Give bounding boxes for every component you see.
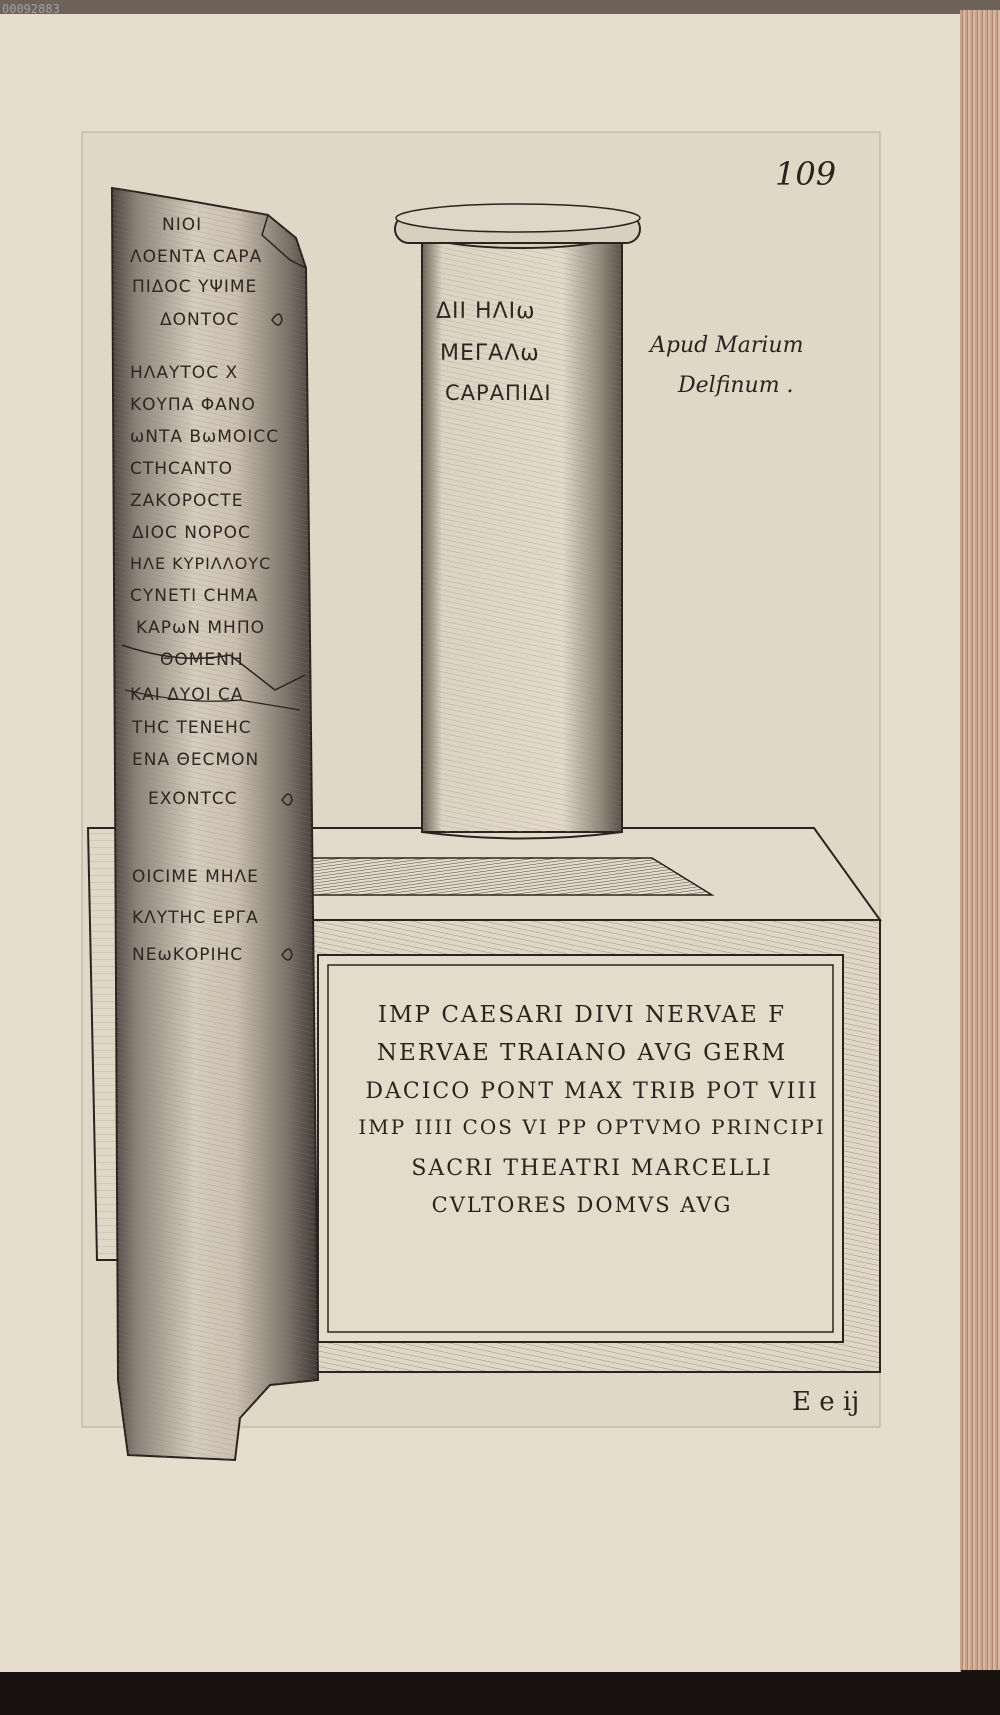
attribution-line-1: Apud Marium bbox=[650, 333, 804, 358]
left-line-9: ΖΑΚΟΡΟCΤΕ bbox=[130, 491, 244, 511]
altar-line-6: CVLTORES DOMVS AVG bbox=[431, 1193, 733, 1217]
left-line-10: ΔΙΟC ΝΟΡΟC bbox=[132, 523, 251, 543]
altar-line-1: IMP CAESARI DIVI NERVAE F bbox=[377, 1002, 787, 1028]
left-line-18: ΕΧΟΝΤCC bbox=[148, 789, 238, 809]
left-line-7: ωΝΤΑ ΒωΜΟΙCC bbox=[130, 427, 280, 447]
altar-line-2: NERVAE TRAIANO AVG GERM bbox=[376, 1040, 788, 1066]
signature-mark: E e ij bbox=[792, 1387, 860, 1417]
left-line-15: ΚΑΙ ΔΥΟΙ CΑ bbox=[130, 685, 244, 705]
left-line-4: ΔΟΝΤΟC bbox=[160, 310, 240, 330]
left-line-19: ΟΙCΙΜΕ ΜΗΛΕ bbox=[132, 867, 259, 887]
column-line-2: ΜΕΓΑΛω bbox=[440, 341, 540, 366]
column-line-1: ΔΙΙ ΗΛΙω bbox=[436, 299, 536, 324]
page-number: 109 bbox=[775, 155, 837, 193]
left-line-3: ΠΙΔΟC ΥΨΙΜΕ bbox=[132, 277, 258, 297]
corner-label: 00092883 bbox=[2, 2, 60, 16]
column-inscription bbox=[436, 299, 552, 405]
altar-line-4: IMP IIII COS VI PP OPTVMO PRINCIPI bbox=[358, 1115, 826, 1139]
altar-line-3: DACICO PONT MAX TRIB POT VIII bbox=[365, 1079, 819, 1104]
left-line-1: NIOI bbox=[162, 215, 203, 235]
left-line-20: ΚΛΥΤΗC ΕΡΓΑ bbox=[132, 908, 259, 928]
left-line-2: ΛΟΕΝΤΑ CΑΡΑ bbox=[130, 247, 263, 267]
left-line-11: ΗΛΕ ΚΥΡΙΛΛΟΥC bbox=[130, 554, 272, 573]
left-line-17: ΕΝΑ ΘΕCΜΟΝ bbox=[132, 750, 260, 770]
left-line-16: ΤΗC ΤΕΝΕΗC bbox=[132, 718, 252, 738]
left-line-8: CΤΗCΑΝΤΟ bbox=[130, 459, 234, 479]
left-line-13: ΚΑΡωΝ ΜΗΠΟ bbox=[136, 618, 265, 638]
left-line-5: ΗΛΑΥΤΟC Χ bbox=[130, 363, 239, 383]
left-line-12: CΥΝΕΤΙ CΗΜΑ bbox=[130, 586, 259, 606]
column-line-3: CΑΡΑΠΙΔΙ bbox=[445, 381, 552, 405]
left-line-21: ΝΕωΚΟΡΙΗC bbox=[132, 945, 244, 965]
attribution-line-2: Delfinum . bbox=[678, 373, 794, 398]
left-line-6: ΚΟΥΠΑ ΦΑΝΟ bbox=[130, 395, 256, 415]
left-line-14: ΘΟΜΕΝΗ bbox=[160, 650, 244, 670]
altar-line-5: SACRI THEATRI MARCELLI bbox=[411, 1156, 773, 1181]
